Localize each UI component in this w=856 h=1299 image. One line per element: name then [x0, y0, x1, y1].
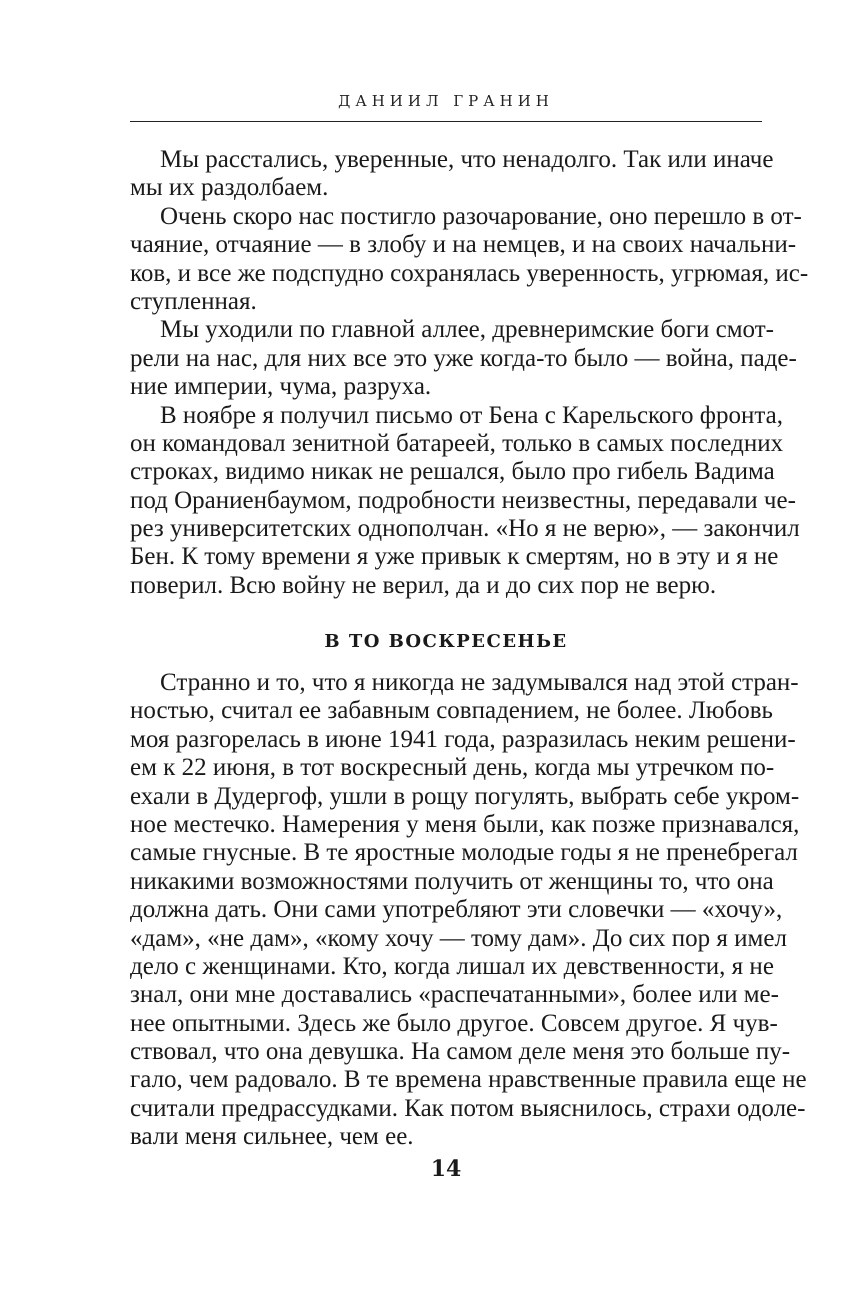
section-title: В ТО ВОСКРЕСЕНЬЕ: [324, 631, 568, 652]
text-line: должна дать. Они сами употребляют эти словечки — «хочу»,: [130, 896, 783, 924]
text-line: нее опытными. Здесь же было другое. Совсем другое. Я чув-: [130, 1009, 778, 1037]
text-line: самые гнусные. В те яростные молодые годы я не пренебрегал: [130, 839, 798, 867]
text-line: дело с женщинами. Кто, когда лишал их девственности, я не: [130, 952, 774, 980]
text-line: «дам», «не дам», «кому хочу — тому дам». До сих пор я имел: [130, 924, 787, 952]
text-line: никакими возможностями получить от женщины то, что она: [130, 867, 774, 895]
text-line: считали предрассудками. Как потом выяснилось, страхи одоле-: [130, 1094, 806, 1122]
text-line: ем к 22 июня, в тот воскресный день, когда мы утречком по-: [130, 754, 775, 782]
text-line: поверил. Всю войну не верил, да и до сих пор не верю.: [130, 571, 717, 599]
text-line: ствовал, что она девушка. На самом деле меня это больше пу-: [130, 1038, 791, 1066]
text-block-2: [130, 669, 807, 1152]
text-line: Очень скоро нас постигло разочарование, оно перешло в от-: [160, 202, 802, 230]
text-line: В ноябре я получил письмо от Бена с Карельского фронта,: [160, 401, 783, 429]
text-line: моя разгорелась в июне 1941 года, разразилась неким решени-: [130, 725, 796, 753]
text-line: чаяние, отчаяние — в злобу и на немцев, и на своих начальни-: [130, 231, 797, 259]
text-line: гало, чем радовало. В те времена нравственные правила еще не: [130, 1066, 807, 1094]
header-rule: [130, 121, 762, 122]
text-line: Мы расстались, уверенные, что ненадолго. Так или иначе: [160, 146, 774, 173]
text-line: ное местечко. Намерения у меня были, как позже признавался,: [130, 810, 800, 838]
text-line: Бен. К тому времени я уже привык к смертям, но в эту и я не: [130, 543, 779, 571]
text-line: ков, и все же подспудно сохранялась уверенность, угрюмая, ис-: [130, 259, 809, 287]
text-line: Мы уходили по главной аллее, древнеримские боги смот-: [160, 316, 774, 344]
text-line: мы их раздолбаем.: [130, 174, 329, 202]
text-line: строках, видимо никак не решался, было про гибель Вадима: [130, 458, 775, 486]
text-block-1: [130, 146, 809, 600]
running-head: ДАНИИЛ ГРАНИН: [338, 92, 554, 110]
text-line: вали меня сильнее, чем ее.: [130, 1123, 414, 1151]
text-line: ностью, считал ее забавным совпадением, не более. Любовь: [130, 697, 773, 725]
text-line: Странно и то, что я никогда не задумывался над этой стран-: [160, 669, 799, 696]
text-line: ступленная.: [130, 287, 257, 315]
text-line: знал, они мне доставались «распечатанными», более или ме-: [130, 981, 779, 1009]
text-line: под Ораниенбаумом, подробности неизвестны, передавали че-: [130, 486, 796, 514]
page-number: 14: [430, 1156, 462, 1182]
text-line: ехали в Дудергоф, ушли в рощу погулять, выбрать себе укром-: [130, 782, 800, 810]
text-line: он командовал зенитной батареей, только в самых последних: [130, 429, 784, 457]
text-line: ние империи, чума, разруха.: [130, 373, 432, 401]
text-line: рели на нас, для них все это уже когда-то было — война, паде-: [130, 344, 797, 372]
text-line: рез университетских однополчан. «Но я не верю», — закончил: [130, 515, 800, 543]
